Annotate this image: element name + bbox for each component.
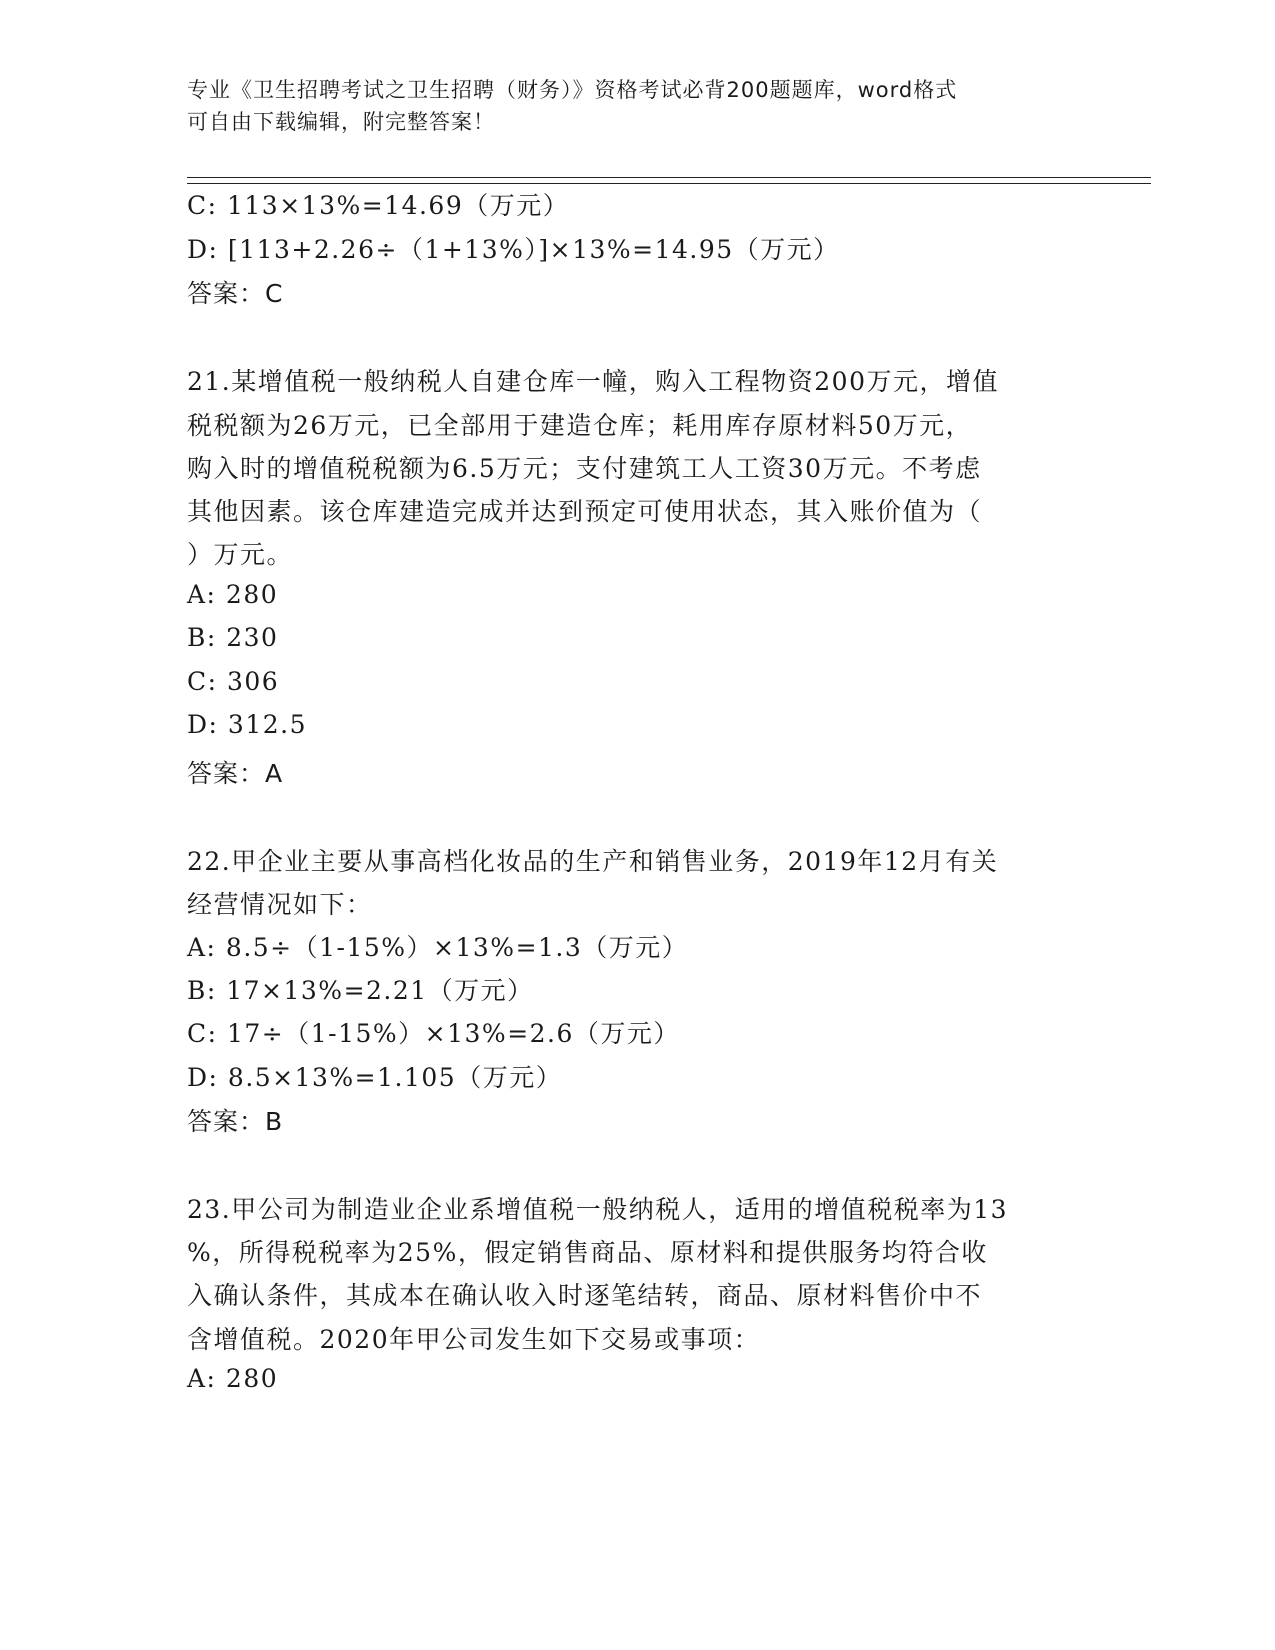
q22-option-a: A: 8.5÷（1-15%）×13%=1.3（万元） [187, 933, 689, 962]
header-rule-bottom [187, 183, 1151, 184]
document-header [187, 74, 1067, 138]
q23-text-line: %，所得税税率为25%，假定销售商品、原材料和提供服务均符合收 [187, 1238, 988, 1267]
q21-text-line: 21.某增值税一般纳税人自建仓库一幢，购入工程物资200万元，增值 [187, 367, 999, 396]
q22-option-b: B: 17×13%=2.21（万元） [187, 976, 534, 1005]
q21-text-line: 税税额为26万元，已全部用于建造仓库；耗用库存原材料50万元， [187, 411, 973, 440]
q23-text-line: 含增值税。2020年甲公司发生如下交易或事项： [187, 1325, 761, 1354]
q21-option-b: B: 230 [187, 623, 279, 652]
q22-option-d: D: 8.5×13%=1.105（万元） [187, 1063, 563, 1092]
q22-answer: 答案：B [187, 1107, 284, 1136]
prev-option-d: D: [113+2.26÷（1+13%）]×13%=14.95（万元） [187, 235, 840, 264]
q21-option-a: A: 280 [187, 580, 279, 609]
header-line-1: 专业《卫生招聘考试之卫生招聘（财务）》资格考试必背200题题库，word格式 [187, 78, 958, 102]
q21-text-line: 其他因素。该仓库建造完成并达到预定可使用状态，其入账价值为（ [187, 497, 983, 526]
q22-option-c: C: 17÷（1-15%）×13%=2.6（万元） [187, 1019, 680, 1048]
prev-answer: 答案：C [187, 279, 284, 308]
q22-text-line: 22.甲企业主要从事高档化妆品的生产和销售业务，2019年12月有关 [187, 847, 999, 876]
q21-answer: 答案：A [187, 759, 284, 788]
q23-text-line: 23.甲公司为制造业企业系增值税一般纳税人，适用的增值税税率为13 [187, 1195, 1009, 1224]
q23-option-a: A: 280 [187, 1364, 279, 1393]
q21-option-c: C: 306 [187, 667, 280, 696]
q23-text-line: 入确认条件，其成本在确认收入时逐笔结转，商品、原材料售价中不 [187, 1281, 983, 1310]
q22-text-line: 经营情况如下： [187, 890, 373, 919]
q21-option-d: D: 312.5 [187, 710, 307, 739]
q21-text-line: 购入时的增值税税额为6.5万元；支付建筑工人工资30万元。不考虑 [187, 454, 982, 483]
header-rule-top [187, 177, 1151, 178]
header-line-2: 可自由下载编辑，附完整答案！ [187, 110, 495, 134]
q21-text-line: ）万元。 [187, 540, 294, 569]
prev-option-c: C: 113×13%=14.69（万元） [187, 191, 570, 220]
